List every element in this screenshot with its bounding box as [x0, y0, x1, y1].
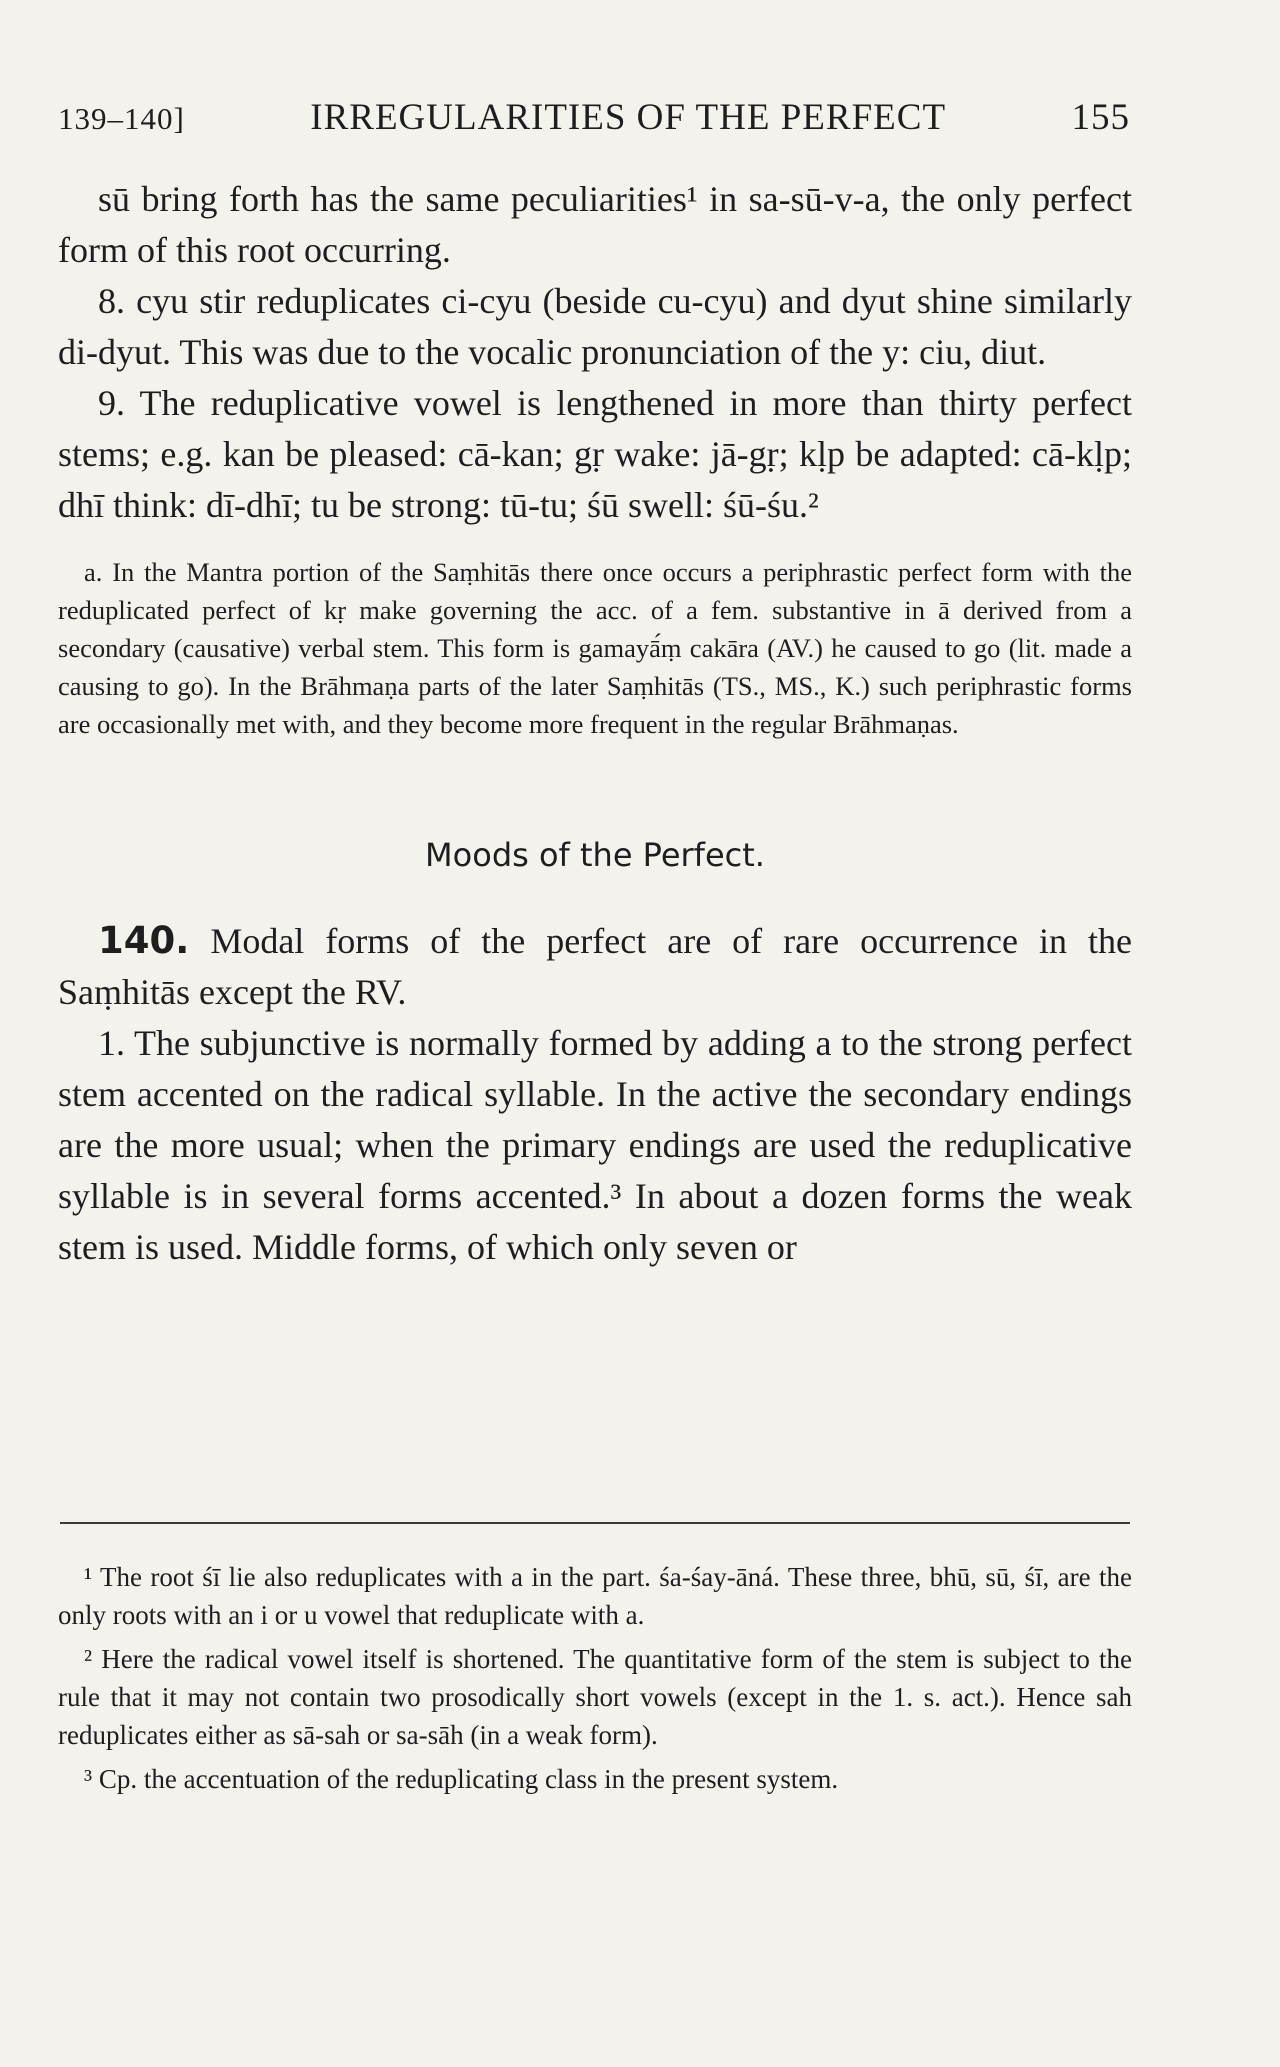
paragraph-140 [58, 915, 1132, 1018]
paragraph-140-text: Modal forms of the perfect are of rare occurrence in the Saṃhitās except the RV. [58, 921, 1132, 1012]
footnote-2: ² Here the radical vowel itself is shortened. The quantitative form of the stem is subject to the rule that it may not contain two prosodically short vowels (except in the 1. s. act.). Hence sah reduplicates either as sā-sah or sa-sāh (in a weak form). [58, 1644, 1132, 1750]
section-heading: Moods of the Perfect. [425, 836, 765, 874]
footnote-rule [60, 1522, 1130, 1524]
page-number: 155 [1071, 97, 1130, 138]
footnote-3: ³ Cp. the accentuation of the reduplicating class in the present system. [84, 1764, 839, 1794]
footnote-1: ¹ The root śī lie also reduplicates with a in the part. śa-śay-āná. These three, bhū, sū, śī, are the only roots with an i or u vowel that reduplicate with a. [58, 1562, 1132, 1630]
section-number: 140. [98, 919, 190, 962]
running-title: IRREGULARITIES OF THE PERFECT [310, 97, 947, 138]
paragraph-1: 1. The subjunctive is normally formed by adding a to the strong perfect stem accented on the radical syllable. In the active the secondary endings are the more usual; when the primary endings are used the reduplicative syllable is in several forms accented.³ In about a dozen forms the weak stem is used. Middle forms, of which only seven or [58, 1023, 1132, 1267]
footnotes [58, 1558, 1132, 1804]
section-range: 139–140] [58, 101, 185, 136]
paragraph-su: sū bring forth has the same peculiarities¹ in sa-sū-v-a, the only perfect form of this root occurring. [58, 179, 1132, 270]
note-a: a. In the Mantra portion of the Saṃhitās there once occurs a periphrastic perfect form with the reduplicated perfect of kṛ make governing the acc. of a fem. substantive in ā derived from a secondary (causative) verbal stem. This form is gamayā́ṃ cakāra (AV.) he caused to go (lit. made a causing to go). In the Brāhmaṇa parts of the later Saṃhitās (TS., MS., K.) such periphrastic forms are occasionally met with, and they become more frequent in the regular Brāhmaṇas. [58, 557, 1132, 739]
main-text [58, 174, 1132, 1273]
paragraph-8: 8. cyu stir reduplicates ci-cyu (beside cu-cyu) and dyut shine similarly di-dyut. This was due to the vocalic pronunciation of the y: ciu, diut. [58, 281, 1132, 372]
paragraph-9: 9. The reduplicative vowel is lengthened in more than thirty perfect stems; e.g. kan be pleased: cā-kan; gṛ wake: jā-gṛ; kḷp be adapted: cā-kḷp; dhī think: dī-dhī; tu be strong: tū-tu; śū swell: śū-śu.² [58, 383, 1132, 525]
running-header [58, 96, 1130, 139]
